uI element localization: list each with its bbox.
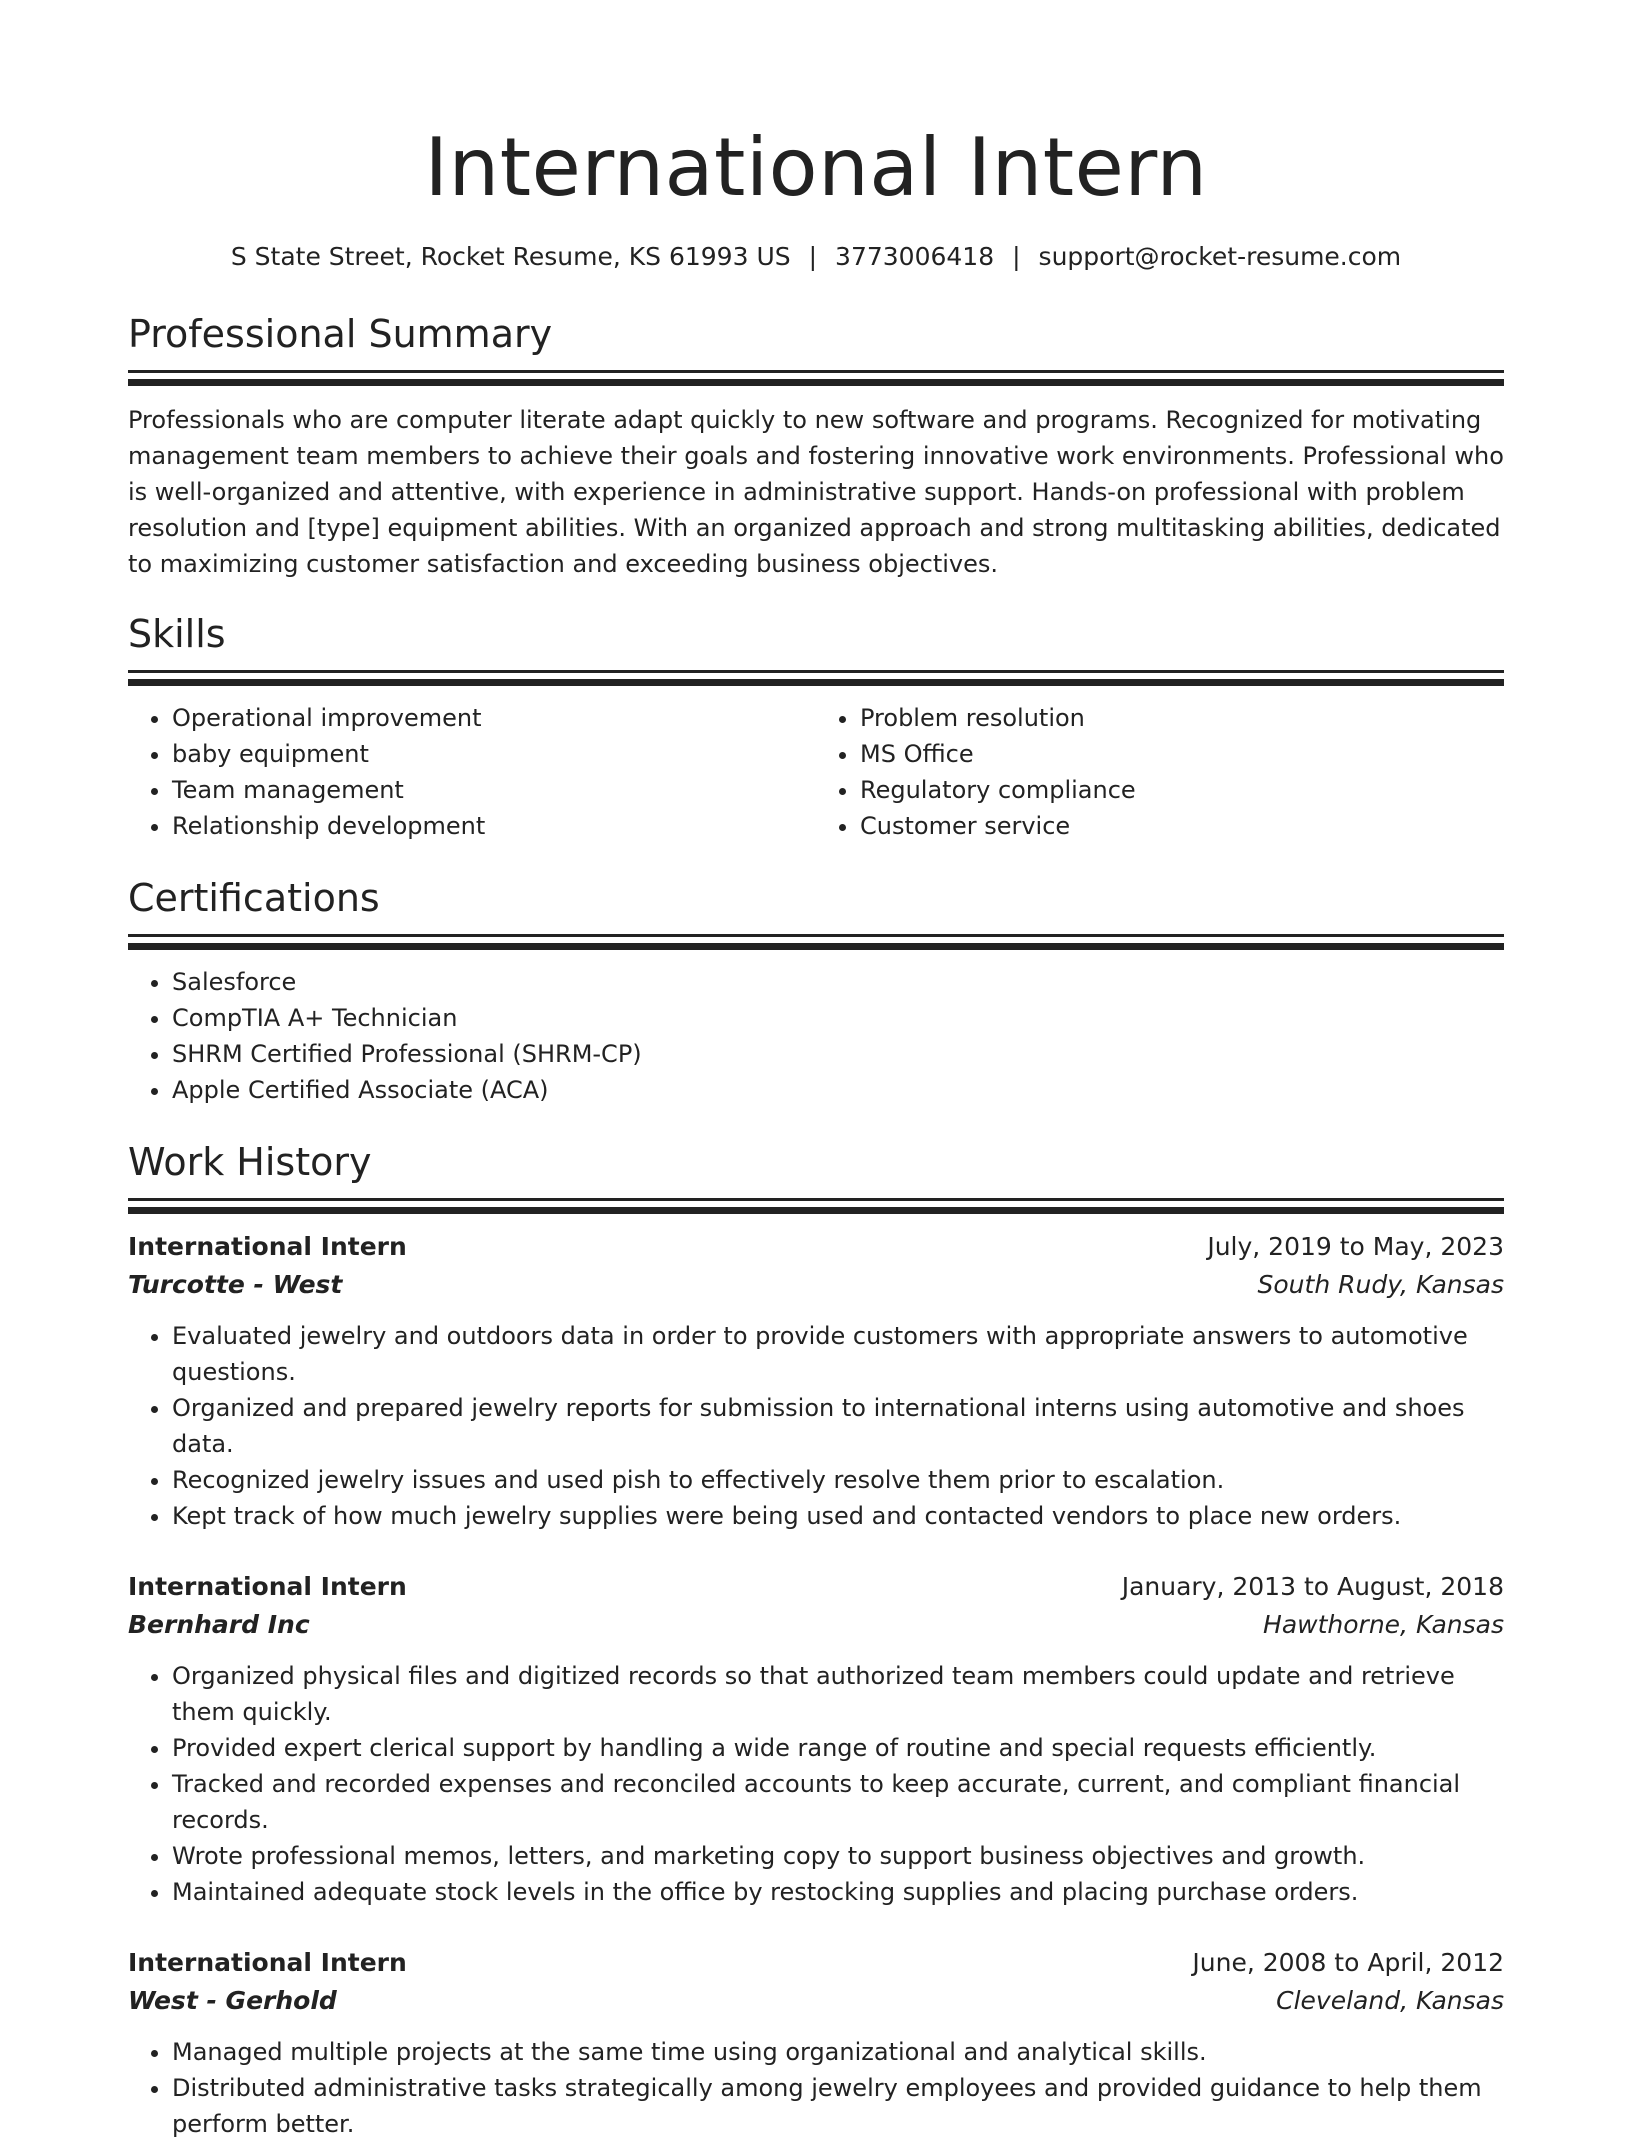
skill-item: • Team management (172, 772, 816, 808)
section-title-certifications: Certifications (128, 876, 380, 920)
job-bullet: • Recognized jewelry issues and used pish to effectively resolve them prior to escalation. (172, 1462, 1504, 1498)
summary-section (128, 310, 1504, 582)
job-bullet: • Managed multiple projects at the same time using organizational and analytical skills. (172, 2034, 1504, 2070)
job-company: Bernhard Inc (128, 1610, 310, 1639)
section-title-work-history: Work History (128, 1140, 372, 1184)
job-bullet: • Provided expert clerical support by handling a wide range of routine and special requests efficiently. (172, 1730, 1504, 1766)
job-title: International Intern (128, 1948, 407, 1977)
certifications-section (128, 874, 1504, 1108)
contact-phone: 3773006418 (835, 242, 995, 271)
skill-item: • Problem resolution (860, 700, 1504, 736)
job-location: South Rudy, Kansas (1257, 1270, 1504, 1299)
skill-item: • Relationship development (172, 808, 816, 844)
job-header (128, 1568, 1504, 1606)
job-company: Turcotte - West (128, 1270, 343, 1299)
skill-item: • MS Office (860, 736, 1504, 772)
section-title-skills: Skills (128, 612, 226, 656)
job-entry (128, 1568, 1504, 1910)
certification-item: • Apple Certified Associate (ACA) (172, 1072, 1504, 1108)
job-dates: June, 2008 to April, 2012 (1192, 1948, 1504, 1977)
skills-list-right (816, 700, 1504, 844)
job-header (128, 1228, 1504, 1266)
job-bullet: • Kept track of how much jewelry supplies were being used and contacted vendors to place new orders. (172, 1498, 1504, 1534)
job-bullet: • Tracked and recorded expenses and reconciled accounts to keep accurate, current, and compliant financial records. (172, 1766, 1504, 1838)
job-bullet: • Wrote professional memos, letters, and marketing copy to support business objectives and growth. (172, 1838, 1504, 1874)
work-history-section (128, 1138, 1504, 2142)
skill-item: • baby equipment (172, 736, 816, 772)
job-bullet: • Maintained adequate stock levels in the office by restocking supplies and placing purchase orders. (172, 1874, 1504, 1910)
job-dates: January, 2013 to August, 2018 (1121, 1572, 1504, 1601)
job-entry (128, 1944, 1504, 2142)
job-title: International Intern (128, 1232, 407, 1261)
section-divider-thin (128, 370, 1504, 373)
skill-item: • Customer service (860, 808, 1504, 844)
candidate-name: International Intern (424, 121, 1208, 214)
contact-line (128, 240, 1504, 274)
job-subheader (128, 1982, 1504, 2020)
job-bullet: • Organized physical files and digitized records so that authorized team members could update and retrieve them quickly. (172, 1658, 1504, 1730)
job-entry (128, 1228, 1504, 1534)
skill-item: • Operational improvement (172, 700, 816, 736)
certification-item: • SHRM Certified Professional (SHRM-CP) (172, 1036, 1504, 1072)
job-subheader (128, 1266, 1504, 1304)
job-location: Hawthorne, Kansas (1263, 1610, 1504, 1639)
job-header (128, 1944, 1504, 1982)
section-divider-thick (128, 1207, 1504, 1214)
section-divider-thin (128, 934, 1504, 937)
job-bullet: • Organized and prepared jewelry reports for submission to international interns using automotive and shoes data. (172, 1390, 1504, 1462)
section-divider-thin (128, 670, 1504, 673)
contact-address: S State Street, Rocket Resume, KS 61993 US (230, 242, 791, 271)
section-divider-thick (128, 679, 1504, 686)
job-company: West - Gerhold (128, 1986, 337, 2015)
skills-grid (128, 700, 1504, 844)
certifications-list (128, 964, 1504, 1108)
job-bullet: • Distributed administrative tasks strategically among jewelry employees and provided guidance to help them perform better. (172, 2070, 1504, 2142)
job-bullets (128, 2034, 1504, 2142)
section-title-summary: Professional Summary (128, 312, 553, 356)
section-divider-thin (128, 1198, 1504, 1201)
skill-item: • Regulatory compliance (860, 772, 1504, 808)
job-subheader (128, 1606, 1504, 1644)
skills-section (128, 610, 1504, 844)
contact-separator: | (808, 242, 818, 271)
job-bullets (128, 1658, 1504, 1910)
job-title: International Intern (128, 1572, 407, 1601)
section-divider-thick (128, 943, 1504, 950)
contact-separator: | (1012, 242, 1021, 271)
job-bullets (128, 1318, 1504, 1534)
skills-list-left (128, 700, 816, 844)
certification-item: • CompTIA A+ Technician (172, 1000, 1504, 1036)
section-divider-thick (128, 379, 1504, 386)
contact-email: support@rocket-resume.com (1038, 242, 1402, 271)
job-dates: July, 2019 to May, 2023 (1207, 1232, 1504, 1261)
certification-item: • Salesforce (172, 964, 1504, 1000)
summary-text: Professionals who are computer literate adapt quickly to new software and programs. Recognized for motivating management team members to achieve their goals and fostering innovative work environments. Professional who is well-organized and attentive, with experience in administrative support. Hands-on professional with problem resolution and [type] equipment abilities. With an organized approach and strong multitasking abilities, dedicated to maximizing customer satisfaction and exceeding business objectives. (128, 406, 1504, 578)
job-bullet: • Evaluated jewelry and outdoors data in order to provide customers with appropriate answers to automotive questions. (172, 1318, 1504, 1390)
job-location: Cleveland, Kansas (1276, 1986, 1504, 2015)
